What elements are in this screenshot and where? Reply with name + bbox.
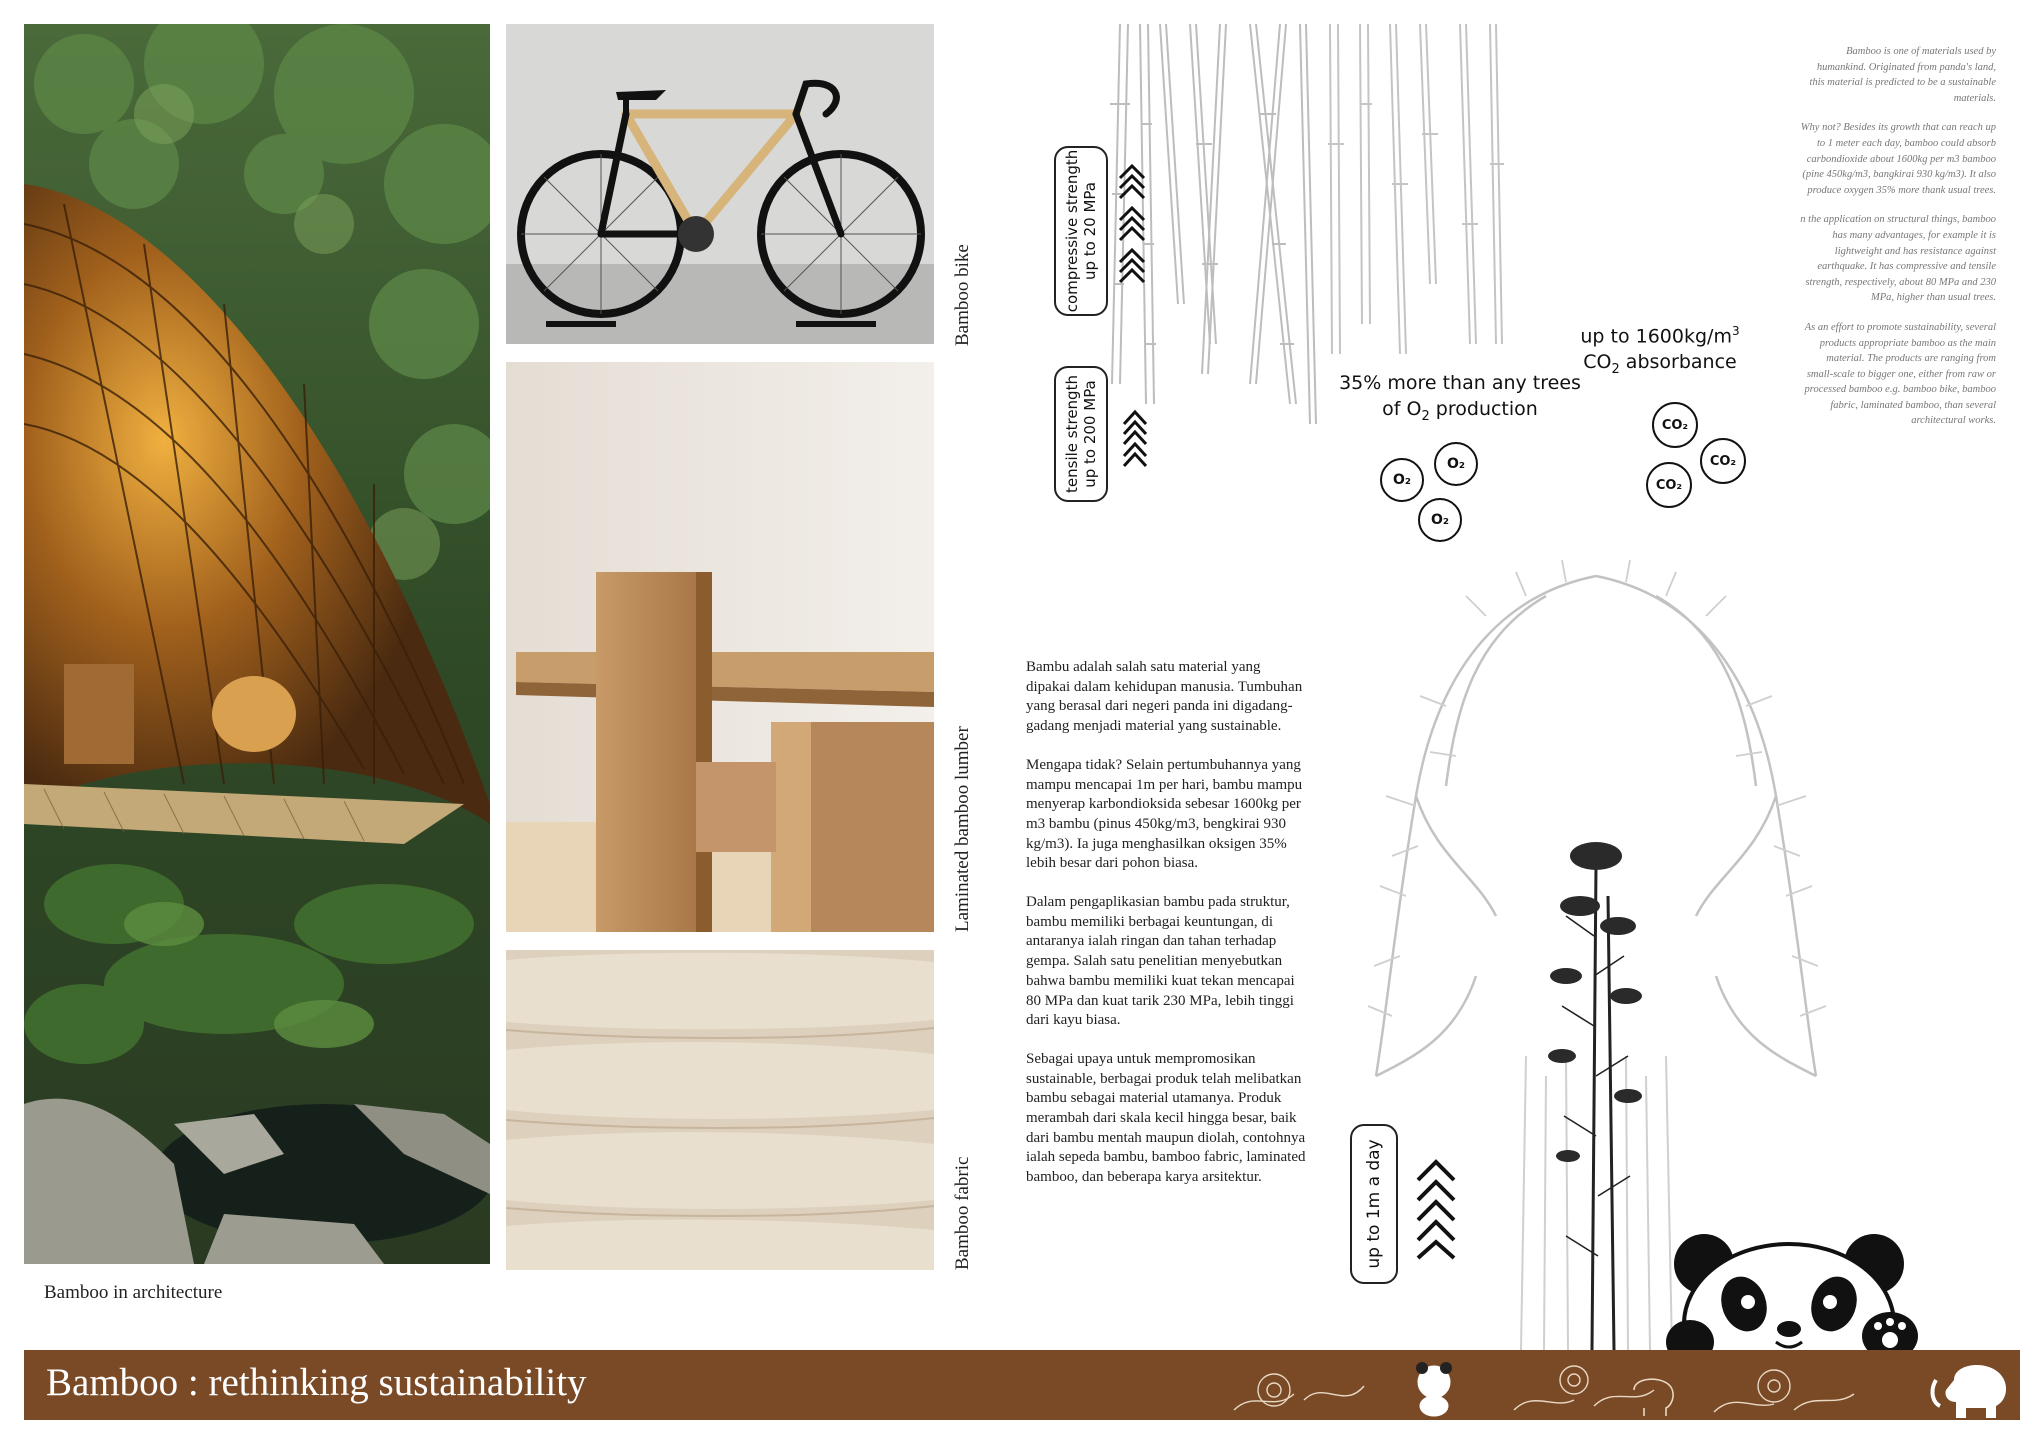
co2-bubble: CO₂	[1652, 402, 1698, 448]
caption-architecture: Bamboo in architecture	[44, 1282, 223, 1303]
oxygen-line2-sub: 2	[1421, 408, 1430, 424]
co2-bubble: CO₂	[1700, 438, 1746, 484]
footer-title: Bamboo : rethinking sustainability	[46, 1361, 587, 1404]
chevron-up-stack-icon	[1122, 406, 1148, 474]
tensile-line2: up to 200 MPa	[1081, 380, 1099, 488]
tensile-strength-pill	[1054, 366, 1108, 502]
oxygen-line2-pre: of O	[1382, 398, 1422, 420]
caption-fabric: Bamboo fabric	[952, 1156, 973, 1270]
english-p2: Why not? Besides its growth that can reach up to 1 meter each day, bamboo could absorb carbondioxide about 1600kg per m3 bamboo (pine 450kg/m3, bangkirai 930 kg/m3). It also produce oxygen 35% more thank usual trees.	[1800, 122, 1996, 196]
co2-line2-sub: 2	[1611, 362, 1620, 378]
footer-banner	[24, 1350, 2020, 1420]
o2-bubble: O₂	[1434, 442, 1478, 486]
laminated-lumber-photo	[506, 362, 934, 932]
panda-small-icon	[1416, 1362, 1452, 1416]
elephant-icon	[1933, 1365, 2007, 1418]
english-description	[1800, 44, 1996, 443]
caption-lumber: Laminated bamboo lumber	[952, 726, 973, 932]
growth-line: up to 1m a day	[1364, 1139, 1384, 1269]
panda-illustration	[1664, 1234, 1924, 1354]
co2-line1-sup: 3	[1731, 324, 1740, 338]
co2-line1-pre: up to 1600kg/m	[1580, 325, 1732, 348]
compressive-strength-pill	[1054, 146, 1108, 316]
elephant-icon	[1634, 1379, 1673, 1416]
indonesian-p4: Sebagai upaya untuk mempromosikan sustainable, berbagai produk telah melibatkan bambu sebagai material utamanya. Produk merambah dari skala kecil hingga besar, baik dari bambu mentah maupun diolah, contohnya ialah sepeda bambu, bamboo fabric, laminated bamboo, dan beberapa karya arsitektur.	[1026, 1050, 1306, 1186]
bike-photo	[506, 24, 934, 344]
chevron-up-stack-icon	[1118, 158, 1146, 290]
oxygen-line1: 35% more than any trees	[1339, 372, 1581, 394]
indonesian-p2: Mengapa tidak? Selain pertumbuhannya yang mampu mencapai 1m per hari, bambu mampu menyerap karbondioksida sebesar 1600kg per m3 bambu (pinus 450kg/m3, bengkirai 930 kg/m3). Ia juga menghasilkan oksigen 35% lebih besar dari pohon biasa.	[1026, 756, 1303, 872]
tensile-line1: tensile strength	[1063, 375, 1081, 493]
floral-ornament	[1214, 1350, 2020, 1420]
indonesian-description	[1026, 658, 1306, 1207]
growth-rate-pill	[1350, 1124, 1398, 1284]
co2-line2-post: absorbance	[1619, 351, 1737, 374]
fabric-photo	[506, 950, 934, 1270]
architecture-photo	[24, 24, 490, 1264]
caption-bike: Bamboo bike	[952, 244, 973, 346]
compressive-line1: compressive strength	[1063, 149, 1081, 313]
english-p1: Bamboo is one of materials used by humankind. Originated from panda's land, this material is predicted to be a sustainable materials.	[1809, 46, 1996, 104]
co2-line2-pre: CO	[1583, 351, 1612, 374]
o2-bubble: O₂	[1380, 458, 1424, 502]
co2-stat	[1560, 318, 1760, 383]
oxygen-stat	[1330, 370, 1590, 430]
oxygen-line2-post: production	[1429, 398, 1538, 420]
co2-bubble: CO₂	[1646, 462, 1692, 508]
indonesian-p1: Bambu adalah salah satu material yang dipakai dalam kehidupan manusia. Tumbuhan yang berasal dari negeri panda ini digadang-gadang menjadi material yang sustainable.	[1026, 659, 1303, 735]
bamboo-sketch-lines-2	[1320, 24, 1510, 384]
english-p3: n the application on structural things, bamboo has many advantages, for example it is lightweight and has resistance against earthquake. It has compressive and tensile strength, respectively, about 80 MPa and 230 MPa, higher than usual trees.	[1800, 214, 1996, 304]
chevron-up-stack-icon	[1414, 1150, 1458, 1260]
indonesian-p3: Dalam pengaplikasian bambu pada struktur, bambu memiliki berbagai keuntungan, di antaranya ialah ringan dan tahan terhadap gempa. Salah satu penelitian menyebutkan bahwa bambu memiliki kuat tekan mencapai 80 MPa dan kuat tarik 230 MPa, lebih tinggi dari kayu biasa.	[1026, 894, 1295, 1029]
compressive-line2: up to 20 MPa	[1081, 182, 1099, 280]
o2-bubble: O₂	[1418, 498, 1462, 542]
english-p4: As an effort to promote sustainability, several products appropriate bamboo as the main material. The products are ranging from small-scale to bigger one, either from raw or processed bamboo e.g. bamboo bike, bamboo fabric, laminated bamboo, than several architectural works.	[1804, 321, 1996, 427]
